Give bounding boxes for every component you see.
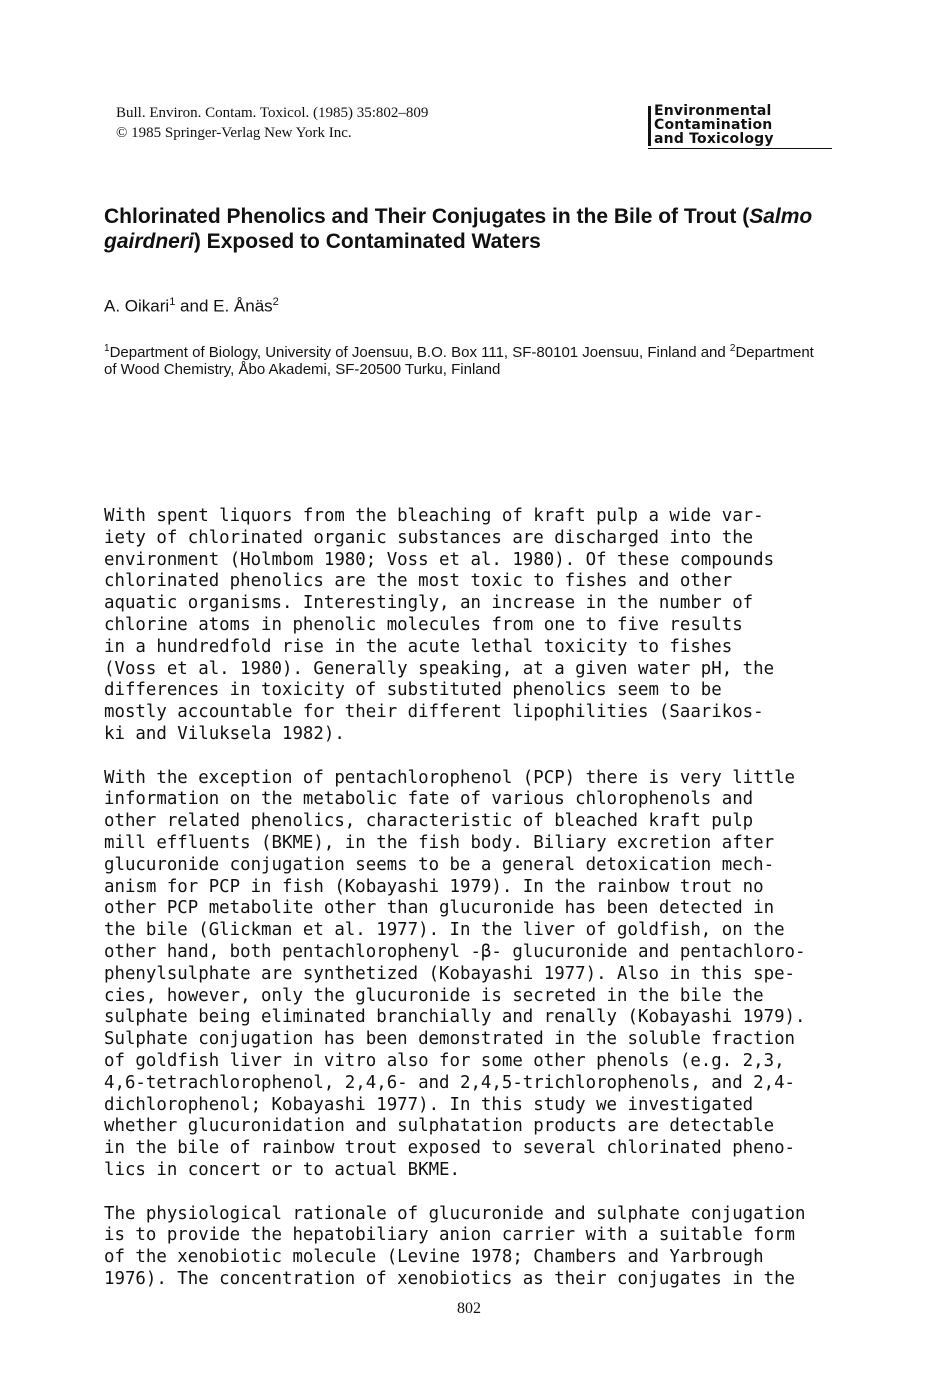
affiliation-marker: 1 (169, 296, 176, 308)
affiliations (104, 340, 824, 378)
author-list (104, 296, 279, 317)
author-name: A. Oikari (104, 296, 170, 316)
article-title (104, 204, 824, 254)
copyright-line: © 1985 Springer-Verlag New York Inc. (116, 125, 352, 141)
article-body (104, 506, 844, 1312)
affiliation-marker: 1 (104, 343, 110, 354)
affiliation-text: Department of Wood Chemistry, Åbo Akademi, SF-20500 Turku, Finland (104, 344, 814, 378)
body-paragraph: With the exception of pentachlorophenol (PCP) there is very little information on the metabolic fate of various chlorophenols and other related phenolics, characteristic of bleached kraft pulp mill effluents (BKME), in the fish body. Biliary excretion after glucuronide conjugation seems to be a general detoxication mech- anism for PCP in fish (Kobayashi 1979). In the rainbow trout no other PCP metabolite other than glucuronide has been detected in the bile (Glickman et al. 1977). In the liver of goldfish, on the other hand, both pentachlorophenyl -β- glucuronide and pentachloro- phenylsulphate are synthetized (Kobayashi 1977). Also in this spe- cies, however, only the glucuronide is secreted in the bile the sulphate being eliminated branchially and renally (Kobayashi 1979). Sulphate conjugation has been demonstrated in the soluble fraction of goldfish liver in vitro also for some other phenols (e.g. 2,3, 4,6-tetrachlorophenol, 2,4,6- and 2,4,5-trichlorophenols, and 2,4- dichlorophenol; Kobayashi 1977). In this study we investigated whether glucuronidation and sulphatation products are detectable in the bile of rainbow trout exposed to several chlorinated pheno- lics in concert or to actual BKME. (104, 767, 806, 1180)
species-name: Salmo gairdneri (104, 205, 813, 253)
page-number: 802 (457, 1300, 481, 1317)
logo-line: Environmental (654, 103, 772, 119)
title-part: Chlorinated Phenolics and Their Conjugates in the Bile of Trout ( (104, 205, 750, 228)
citation-line: Bull. Environ. Contam. Toxicol. (1985) 35:802–809 (116, 105, 429, 121)
affiliation-text: Department of Biology, University of Joensuu, B.O. Box 111, SF-80101 Joensuu, Finland and (109, 344, 730, 361)
logo-line: and Toxicology (654, 131, 774, 147)
journal-citation (116, 103, 428, 143)
logo-line: Contamination (654, 117, 773, 133)
author-name: E. Ånäs (213, 296, 273, 316)
body-paragraph: With spent liquors from the bleaching of kraft pulp a wide var- iety of chlorinated organic substances are discharged into the environment (Holmbom 1980; Voss et al. 1980). Of these compounds chlorinated phenolics are the most toxic to fishes and other aquatic organisms. Interestingly, an increase in the number of chlorine atoms in phenolic molecules from one to five results in a hundredfold rise in the acute lethal toxicity to fishes (Voss et al. 1980). Generally speaking, at a given water pH, the differences in toxicity of substituted phenolics seem to be mostly accountable for their different lipophilities (Saarikos- ki and Viluksela 1982). (104, 506, 775, 744)
affiliation-marker: 2 (729, 343, 736, 354)
journal-logo (648, 104, 832, 149)
affiliation-marker: 2 (272, 296, 279, 308)
author-conjunction: and (175, 296, 214, 316)
logo-bar (648, 106, 651, 146)
title-part: ) Exposed to Contaminated Waters (193, 230, 541, 253)
body-paragraph: The physiological rationale of glucuronide and sulphate conjugation is to provide the hepatobiliary anion carrier with a suitable form of the xenobiotic molecule (Levine 1978; Chambers and Yarbrough 1976). The concentration of xenobiotics as their conjugates in the (104, 1203, 806, 1289)
